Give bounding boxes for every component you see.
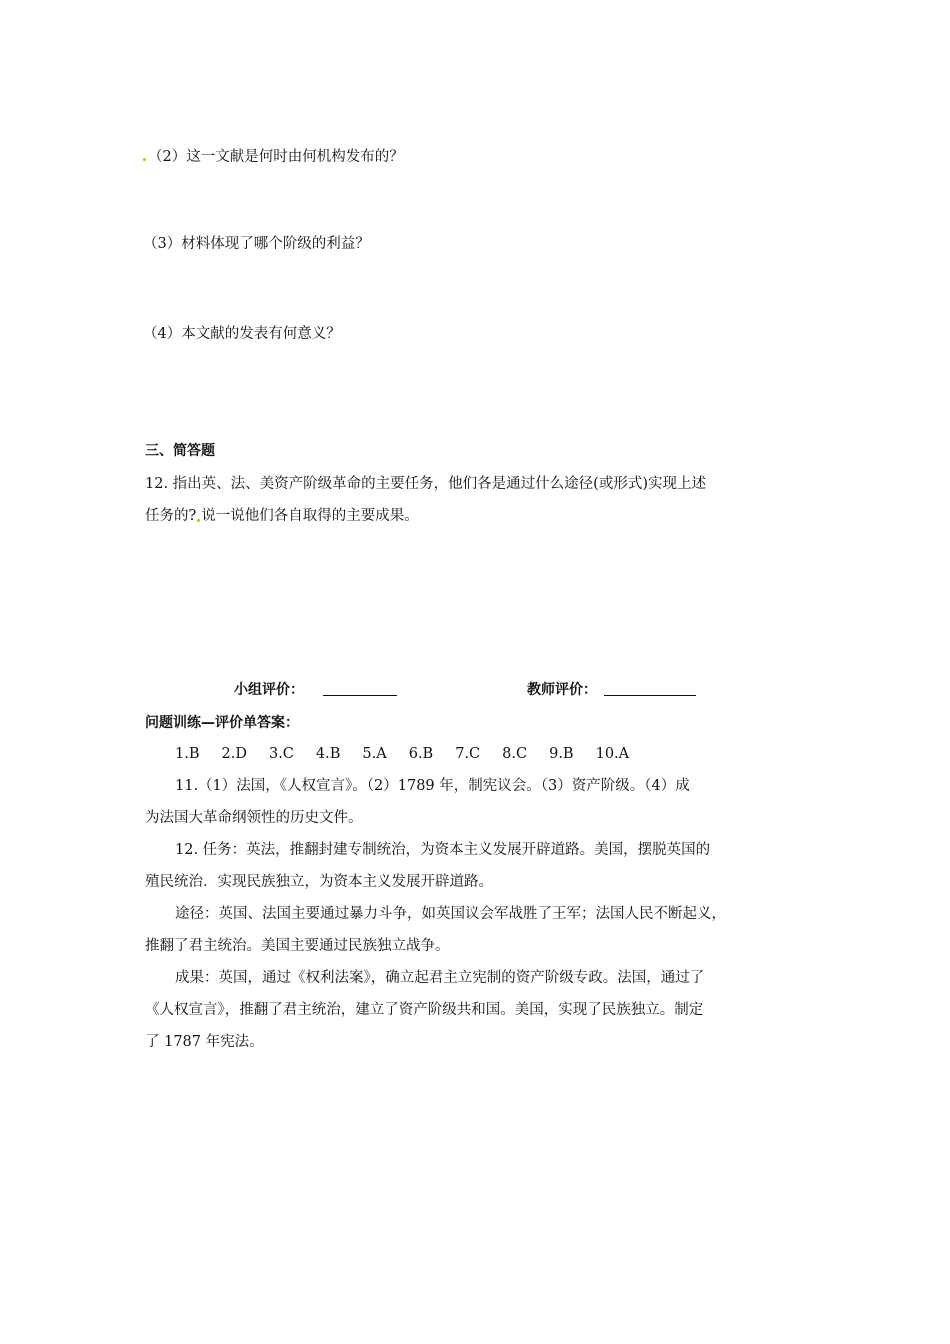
- group-evaluation-blank[interactable]: [323, 695, 397, 696]
- answer-item: 5.A: [362, 746, 387, 762]
- multiple-choice-answers: [175, 744, 651, 764]
- answer-item: 2.D: [221, 746, 247, 762]
- teacher-evaluation-blank[interactable]: [604, 695, 696, 696]
- answer-item: 3.C: [268, 746, 294, 762]
- answer-11-line-2: 为法国大革命纲领性的历史文件。: [145, 810, 363, 826]
- path-line-2: 推翻了君主统治。美国主要通过民族独立战争。: [145, 938, 450, 954]
- question-2: （2）这一文献是何时由何机构发布的？: [143, 147, 404, 167]
- marker-dot: [197, 519, 200, 522]
- result-line-1: 成果：英国，通过《权利法案》，确立起君主立宪制的资产阶级专政。法国，通过了: [175, 970, 705, 986]
- result-line-3: 了 1787 年宪法。: [145, 1034, 264, 1050]
- question-12-line-1: 12. 指出英、法、美资产阶级革命的主要任务，他们各是通过什么途径(或形式)实现上述: [145, 476, 706, 492]
- question-12-line-2: 任务的? 说一说他们各自取得的主要成果。: [145, 508, 419, 524]
- answer-item: 4.B: [315, 746, 341, 762]
- answer-12-line-2: 殖民统治．实现民族独立，为资本主义发展开辟道路。: [145, 874, 493, 890]
- answer-key-title: 问题训练—评价单答案：: [145, 715, 299, 731]
- marker-dot: [143, 158, 146, 161]
- question-4: （4）本文献的发表有何意义？: [143, 326, 341, 342]
- answer-item: 7.C: [455, 746, 481, 762]
- question-3: （3）材料体现了哪个阶级的利益？: [143, 236, 370, 252]
- answer-12-line-1: 12. 任务：英法，推翻封建专制统治，为资本主义发展开辟道路。美国，摆脱英国的: [175, 842, 711, 858]
- answer-item: 9.B: [549, 746, 574, 762]
- result-line-2: 《人权宣言》，推翻了君主统治，建立了资产阶级共和国。美国，实现了民族独立。制定: [145, 1002, 704, 1018]
- answer-11-line-1: 11.（1）法国，《人权宣言》。（2）1789 年，制宪议会。（3）资产阶级。（4）成: [175, 778, 690, 794]
- answer-item: 1.B: [175, 746, 200, 762]
- section-heading: 三、简答题: [145, 443, 215, 459]
- path-line-1: 途径：英国、法国主要通过暴力斗争，如英国议会军战胜了王军；法国人民不断起义，: [175, 906, 726, 922]
- group-evaluation: 小组评价：: [234, 680, 397, 700]
- teacher-evaluation: 教师评价：: [527, 680, 696, 700]
- answer-item: 6.B: [408, 746, 434, 762]
- answer-item: 8.C: [502, 746, 528, 762]
- answer-item: 10.A: [595, 746, 630, 762]
